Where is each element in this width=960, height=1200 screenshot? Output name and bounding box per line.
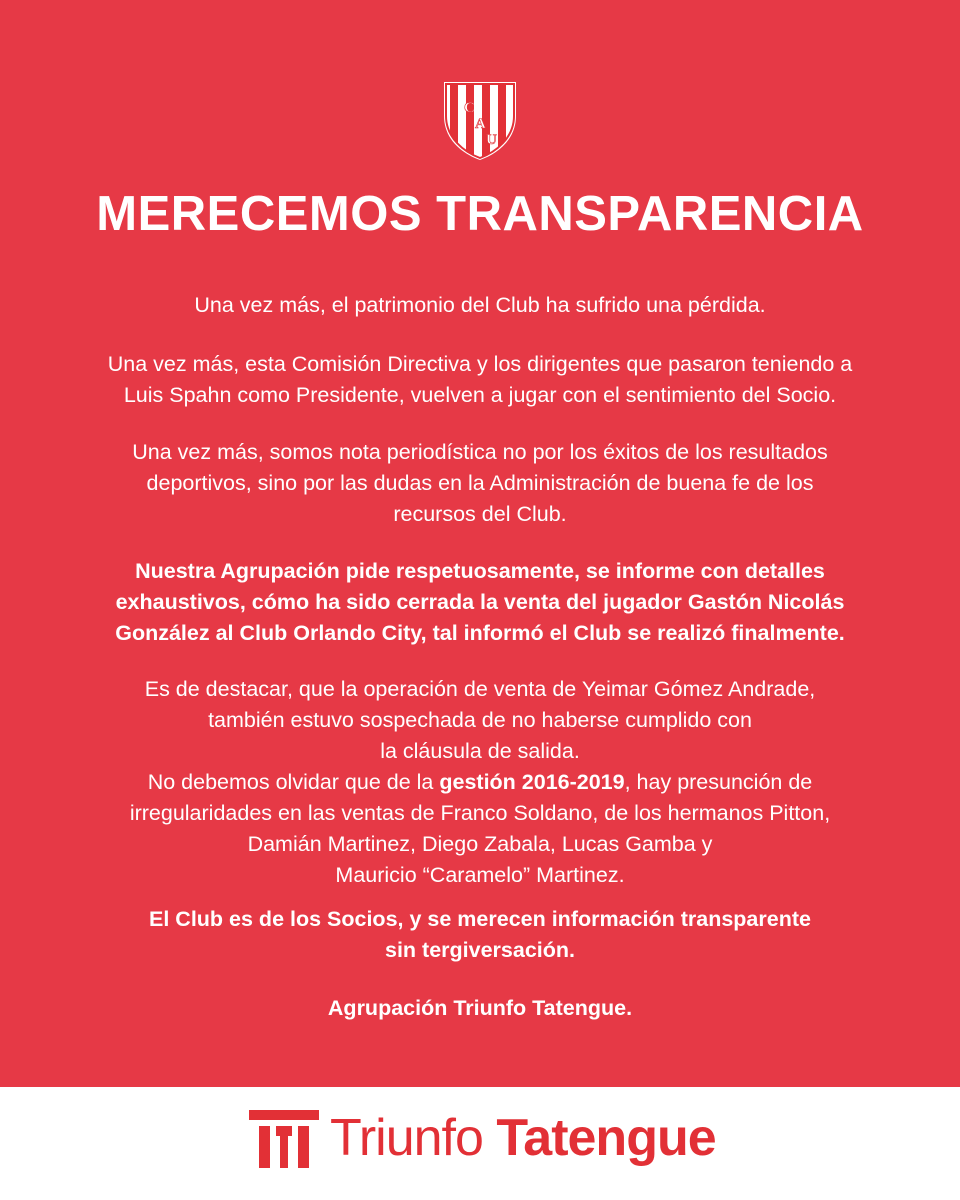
paragraph-line: sin tergiversación. <box>385 938 575 962</box>
brand-word-triunfo: Triunfo <box>330 1109 483 1167</box>
paragraph-line <box>40 767 920 798</box>
paragraph-1 <box>40 290 920 321</box>
paragraph-line: la cláusula de salida. <box>380 739 580 763</box>
headline: MERECEMOS TRANSPARENCIA <box>96 187 864 241</box>
triunfo-tatengue-logo-icon <box>249 1110 319 1168</box>
crest-letter-c: C <box>464 100 475 116</box>
paragraph-6-closing <box>40 904 920 966</box>
paragraph-line: El Club es de los Socios, y se merecen información transparente <box>149 907 811 931</box>
crest-letter-a: A <box>475 116 486 132</box>
paragraph-line: Nuestra Agrupación pide respetuosamente, se informe con detalles <box>135 559 825 583</box>
paragraph-line: Es de destacar, que la operación de venta de Yeimar Gómez Andrade, <box>144 677 816 701</box>
brand-wordmark <box>330 1106 716 1170</box>
paragraph-line: Una vez más, el patrimonio del Club ha sufrido una pérdida. <box>194 293 766 317</box>
paragraph-line: exhaustivos, cómo ha sido cerrada la venta del jugador Gastón Nicolás <box>115 590 845 614</box>
paragraph-line: Damián Martinez, Diego Zabala, Lucas Gamba y <box>247 832 713 856</box>
paragraph-line: deportivos, sino por las dudas en la Administración de buena fe de los <box>146 471 814 495</box>
paragraph-line: Una vez más, esta Comisión Directiva y los dirigentes que pasaron teniendo a <box>107 352 853 376</box>
paragraph-line: recursos del Club. <box>393 502 567 526</box>
paragraph-4-request <box>40 556 920 649</box>
paragraph-line: Mauricio “Caramelo” Martinez. <box>335 863 625 887</box>
paragraph-line: González al Club Orlando City, tal informó el Club se realizó finalmente. <box>115 621 845 645</box>
paragraph-2 <box>40 349 920 411</box>
paragraph-line: Agrupación Triunfo Tatengue. <box>327 996 633 1020</box>
paragraph-line: Luis Spahn como Presidente, vuelven a jugar con el sentimiento del Socio. <box>123 383 837 407</box>
brand-word-tatengue: Tatengue <box>496 1109 716 1167</box>
management-period: gestión 2016-2019 <box>439 770 625 794</box>
paragraph-text: No debemos olvidar que de la <box>147 770 440 794</box>
club-crest-logo <box>442 80 518 160</box>
paragraph-line: también estuvo sospechada de no haberse cumplido con <box>208 708 752 732</box>
crest-letter-u: U <box>486 132 497 148</box>
paragraph-line: irregularidades en las ventas de Franco Soldano, de los hermanos Pitton, <box>129 801 831 825</box>
paragraph-3 <box>40 437 920 530</box>
paragraph-5 <box>40 674 920 891</box>
paragraph-line: Una vez más, somos nota periodística no por los éxitos de los resultados <box>132 440 828 464</box>
signature <box>40 993 920 1024</box>
paragraph-text: , hay presunción de <box>624 770 813 794</box>
